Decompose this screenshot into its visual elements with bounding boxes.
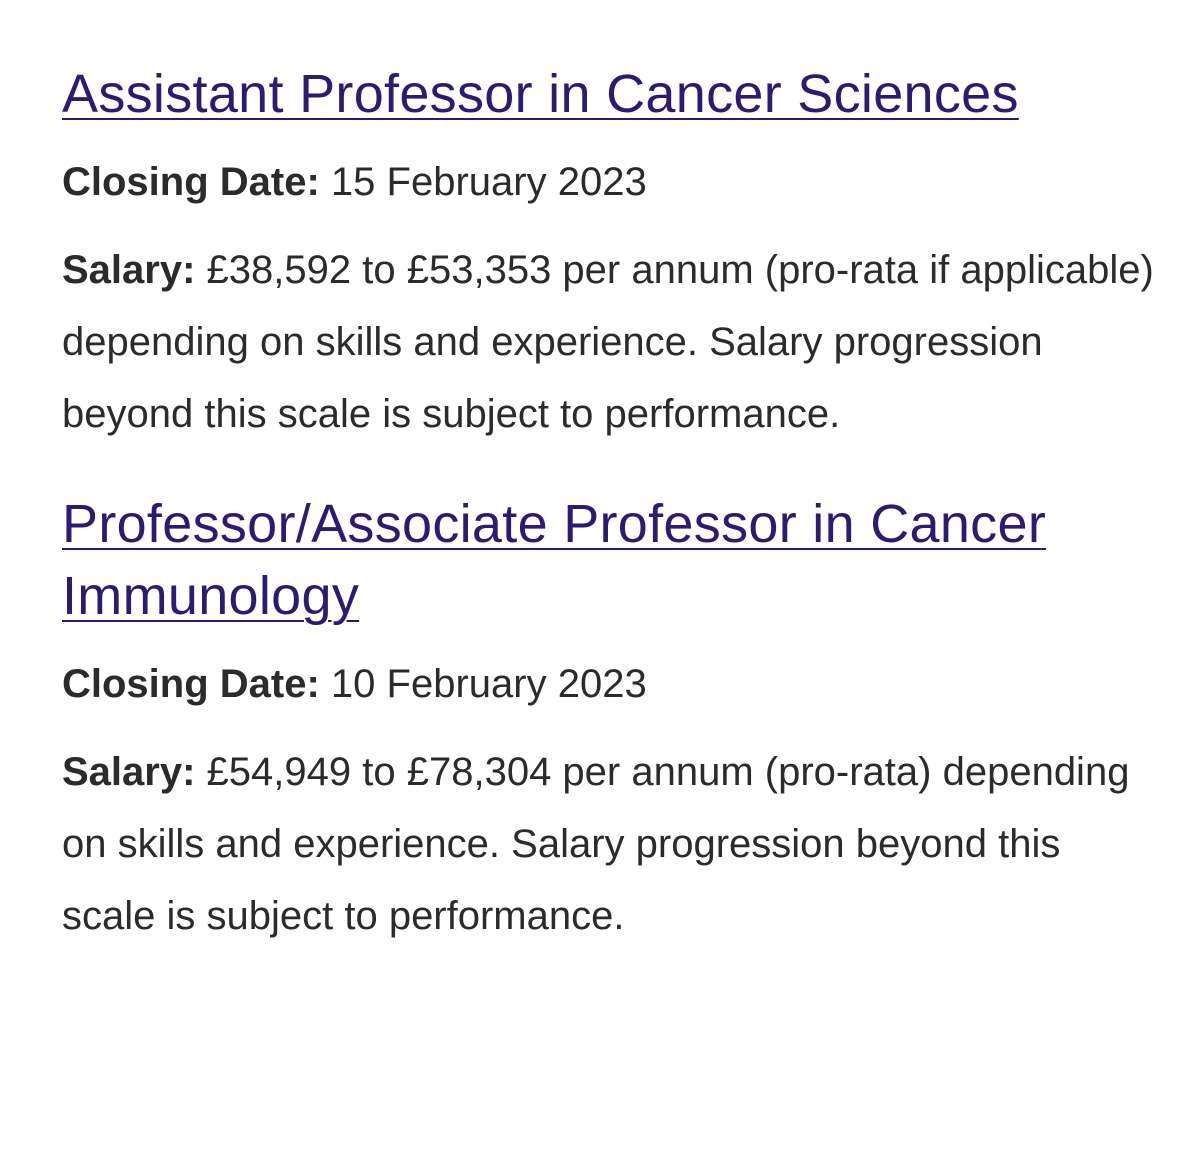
closing-date-value: 15 February 2023 [330, 160, 647, 204]
salary [62, 234, 1162, 450]
job-title-wrap [62, 488, 1162, 632]
closing-date-value: 10 February 2023 [330, 662, 647, 706]
salary-value: £38,592 to £53,353 per annum (pro-rata if applicable) depending on skills and experience. Salary progression beyond this scale is subject to performance. [62, 248, 1154, 436]
closing-date-label: Closing Date: [62, 160, 320, 204]
salary-value: £54,949 to £78,304 per annum (pro-rata) depending on skills and experience. Salary progression beyond this scale is subject to performance. [62, 750, 1130, 938]
job-title-wrap [62, 58, 1162, 130]
job-title-link[interactable]: Professor/Associate Professor in Cancer Immunology [62, 494, 1047, 626]
job-item [62, 488, 1162, 952]
salary-label: Salary: [62, 750, 196, 794]
salary-label: Salary: [62, 248, 196, 292]
closing-date-label: Closing Date: [62, 662, 320, 706]
closing-date [62, 146, 1162, 218]
job-title-link[interactable]: Assistant Professor in Cancer Sciences [62, 64, 1019, 124]
job-item [62, 58, 1162, 450]
closing-date [62, 648, 1162, 720]
salary [62, 736, 1162, 952]
